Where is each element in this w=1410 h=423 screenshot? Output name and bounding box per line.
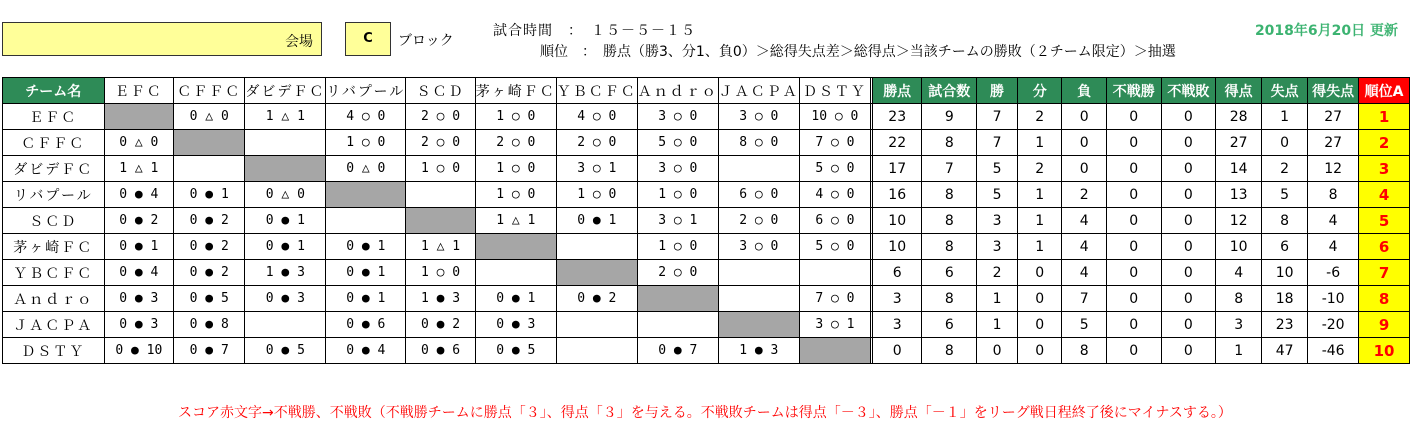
stat-cell: 7 bbox=[977, 130, 1018, 156]
score-cell bbox=[475, 260, 556, 286]
score-cell: 1 ○ 0 bbox=[406, 260, 476, 286]
opponent-column-header: 茅ヶ崎ＦＣ bbox=[475, 78, 556, 104]
stat-cell: 2 bbox=[1262, 156, 1308, 182]
table-row bbox=[3, 338, 1410, 364]
score-cell: 0 △ 0 bbox=[245, 182, 326, 208]
team-name-cell: 茅ヶ崎ＦＣ bbox=[3, 234, 105, 260]
opponent-column-header: Ａｎｄｒｏ bbox=[637, 78, 718, 104]
score-cell bbox=[718, 286, 799, 312]
stat-cell: 12 bbox=[1216, 208, 1262, 234]
stat-cell: 18 bbox=[1262, 286, 1308, 312]
score-cell: 2 ○ 0 bbox=[637, 260, 718, 286]
team-name-cell: ＥＦＣ bbox=[3, 104, 105, 130]
table-row bbox=[3, 182, 1410, 208]
score-cell: 1 ○ 0 bbox=[326, 130, 406, 156]
team-name-cell: ＤＳＴＹ bbox=[3, 338, 105, 364]
rank-cell: 10 bbox=[1359, 338, 1410, 364]
stat-cell: 0 bbox=[1106, 260, 1161, 286]
score-cell: 5 ○ 0 bbox=[799, 234, 870, 260]
stat-cell: 2 bbox=[977, 260, 1018, 286]
score-cell: 0 ● 1 bbox=[174, 182, 245, 208]
table-row bbox=[3, 104, 1410, 130]
self-match-cell bbox=[174, 130, 245, 156]
score-cell bbox=[245, 312, 326, 338]
stat-cell: 8 bbox=[922, 208, 977, 234]
stat-cell: 1 bbox=[1262, 104, 1308, 130]
score-cell: 0 ● 2 bbox=[556, 286, 637, 312]
score-cell: 1 △ 1 bbox=[104, 156, 174, 182]
stat-cell: 0 bbox=[1017, 260, 1061, 286]
score-cell: 0 ● 2 bbox=[174, 234, 245, 260]
score-cell: 0 △ 0 bbox=[174, 104, 245, 130]
self-match-cell bbox=[556, 260, 637, 286]
rank-cell: 1 bbox=[1359, 104, 1410, 130]
team-name-cell: ＪＡＣＰＡ bbox=[3, 312, 105, 338]
stat-column-header: 不戦勝 bbox=[1106, 78, 1161, 104]
team-column-header: チーム名 bbox=[3, 78, 105, 104]
score-cell: 0 ● 10 bbox=[104, 338, 174, 364]
stat-cell: 0 bbox=[1017, 286, 1061, 312]
stat-cell: 0 bbox=[872, 338, 922, 364]
score-cell: 0 ● 8 bbox=[174, 312, 245, 338]
self-match-cell bbox=[104, 104, 174, 130]
stat-cell: 0 bbox=[1161, 130, 1216, 156]
stat-cell: 1 bbox=[1017, 234, 1061, 260]
score-cell: 0 ● 5 bbox=[475, 338, 556, 364]
stat-cell: 0 bbox=[1017, 312, 1061, 338]
team-name-cell: ＣＦＦＣ bbox=[3, 130, 105, 156]
stat-cell: 0 bbox=[1161, 208, 1216, 234]
block-field[interactable]: C bbox=[345, 22, 391, 56]
rank-cell: 3 bbox=[1359, 156, 1410, 182]
header-row bbox=[3, 78, 1410, 104]
rank-cell: 8 bbox=[1359, 286, 1410, 312]
stat-cell: 1 bbox=[1216, 338, 1262, 364]
score-cell: 1 ○ 0 bbox=[475, 104, 556, 130]
score-cell: 0 ● 3 bbox=[245, 286, 326, 312]
stat-cell: 7 bbox=[977, 104, 1018, 130]
score-cell bbox=[718, 260, 799, 286]
score-cell bbox=[174, 156, 245, 182]
score-cell: 4 ○ 0 bbox=[799, 182, 870, 208]
stat-cell: 0 bbox=[1161, 182, 1216, 208]
score-cell: 0 ● 1 bbox=[104, 234, 174, 260]
score-cell: 0 ● 2 bbox=[174, 260, 245, 286]
table-row bbox=[3, 312, 1410, 338]
stat-cell: 0 bbox=[1106, 312, 1161, 338]
score-cell: 0 ● 4 bbox=[326, 338, 406, 364]
stat-cell: 3 bbox=[1216, 312, 1262, 338]
score-cell bbox=[637, 312, 718, 338]
score-cell: 6 ○ 0 bbox=[718, 182, 799, 208]
stat-cell: 17 bbox=[872, 156, 922, 182]
stat-cell: 6 bbox=[922, 260, 977, 286]
score-cell: 3 ○ 1 bbox=[637, 208, 718, 234]
score-cell: 3 ○ 1 bbox=[799, 312, 870, 338]
stat-cell: 10 bbox=[872, 208, 922, 234]
score-cell: 1 △ 1 bbox=[406, 234, 476, 260]
stat-cell: 7 bbox=[922, 156, 977, 182]
stat-cell: 3 bbox=[872, 286, 922, 312]
stat-cell: 0 bbox=[1106, 104, 1161, 130]
stat-cell: 10 bbox=[872, 234, 922, 260]
stat-cell: 10 bbox=[1262, 260, 1308, 286]
self-match-cell bbox=[637, 286, 718, 312]
stat-cell: 1 bbox=[977, 312, 1018, 338]
stat-cell: 47 bbox=[1262, 338, 1308, 364]
venue-field[interactable] bbox=[2, 22, 322, 56]
score-cell bbox=[556, 338, 637, 364]
self-match-cell bbox=[326, 182, 406, 208]
opponent-column-header: ＳＣＤ bbox=[406, 78, 476, 104]
stat-column-header: 負 bbox=[1062, 78, 1106, 104]
stat-cell: 8 bbox=[922, 130, 977, 156]
score-cell: 0 ● 1 bbox=[326, 234, 406, 260]
stat-cell: 5 bbox=[1262, 182, 1308, 208]
table-row bbox=[3, 260, 1410, 286]
score-cell: 4 ○ 0 bbox=[326, 104, 406, 130]
stat-cell: 27 bbox=[1308, 104, 1359, 130]
stat-cell: 0 bbox=[1161, 156, 1216, 182]
stat-cell: 0 bbox=[1062, 156, 1106, 182]
stat-cell: 0 bbox=[1161, 234, 1216, 260]
stat-cell: 0 bbox=[1161, 260, 1216, 286]
stat-cell: 0 bbox=[1161, 286, 1216, 312]
stat-cell: -6 bbox=[1308, 260, 1359, 286]
score-cell: 0 ● 3 bbox=[104, 312, 174, 338]
score-cell: 0 ● 1 bbox=[245, 234, 326, 260]
rank-cell: 6 bbox=[1359, 234, 1410, 260]
opponent-column-header: ＥＦＣ bbox=[104, 78, 174, 104]
score-cell: 8 ○ 0 bbox=[718, 130, 799, 156]
stat-cell: 0 bbox=[1106, 130, 1161, 156]
score-cell: 1 ○ 0 bbox=[637, 182, 718, 208]
stat-cell: 9 bbox=[922, 104, 977, 130]
score-cell: 1 ○ 0 bbox=[406, 156, 476, 182]
stat-cell: -20 bbox=[1308, 312, 1359, 338]
stat-cell: 16 bbox=[872, 182, 922, 208]
stat-cell: 8 bbox=[922, 234, 977, 260]
stat-cell: 0 bbox=[1106, 156, 1161, 182]
stat-cell: 5 bbox=[977, 156, 1018, 182]
stat-cell: 4 bbox=[1308, 208, 1359, 234]
stat-cell: 28 bbox=[1216, 104, 1262, 130]
score-cell: 0 ● 3 bbox=[104, 286, 174, 312]
stat-cell: 6 bbox=[1262, 234, 1308, 260]
stat-cell: -46 bbox=[1308, 338, 1359, 364]
stat-cell: 8 bbox=[922, 286, 977, 312]
footnote: スコア赤文字→不戦勝、不戦敗（不戦勝チームに勝点「３」、得点「３」を与える。不戦敗チームは得点「－３」、勝点「－１」をリーグ戦日程終了後にマイナスする。） bbox=[178, 405, 1232, 421]
stat-cell: 8 bbox=[1216, 286, 1262, 312]
score-cell: 10 ○ 0 bbox=[799, 104, 870, 130]
team-name-cell: ＳＣＤ bbox=[3, 208, 105, 234]
score-cell: 0 ● 7 bbox=[174, 338, 245, 364]
rank-cell: 7 bbox=[1359, 260, 1410, 286]
score-cell: 1 ● 3 bbox=[245, 260, 326, 286]
score-cell bbox=[556, 234, 637, 260]
score-cell: 2 ○ 0 bbox=[406, 104, 476, 130]
rank-cell: 4 bbox=[1359, 182, 1410, 208]
score-cell: 5 ○ 0 bbox=[637, 130, 718, 156]
score-cell: 1 ● 3 bbox=[718, 338, 799, 364]
score-cell: 3 ○ 0 bbox=[718, 234, 799, 260]
opponent-column-header: ダビデＦＣ bbox=[245, 78, 326, 104]
score-cell: 0 ● 6 bbox=[326, 312, 406, 338]
stat-cell: 23 bbox=[872, 104, 922, 130]
opponent-column-header: ＣＦＦＣ bbox=[174, 78, 245, 104]
score-cell: 1 ○ 0 bbox=[637, 234, 718, 260]
score-cell: 1 ● 3 bbox=[406, 286, 476, 312]
stat-cell: 5 bbox=[1062, 312, 1106, 338]
self-match-cell bbox=[406, 208, 476, 234]
score-cell: 3 ○ 0 bbox=[718, 104, 799, 130]
stat-cell: 0 bbox=[1161, 104, 1216, 130]
stat-cell: 4 bbox=[1216, 260, 1262, 286]
score-cell: 0 ● 1 bbox=[326, 260, 406, 286]
stat-column-header: 試合数 bbox=[922, 78, 977, 104]
self-match-cell bbox=[718, 312, 799, 338]
table-row bbox=[3, 156, 1410, 182]
score-cell: 1 ○ 0 bbox=[556, 182, 637, 208]
block-label: ブロック bbox=[398, 33, 454, 49]
score-cell: 2 ○ 0 bbox=[718, 208, 799, 234]
stat-cell: 10 bbox=[1216, 234, 1262, 260]
score-cell: 3 ○ 0 bbox=[637, 104, 718, 130]
stat-cell: 23 bbox=[1262, 312, 1308, 338]
self-match-cell bbox=[799, 338, 870, 364]
stat-column-header: 不戦敗 bbox=[1161, 78, 1216, 104]
stat-cell: 2 bbox=[1062, 182, 1106, 208]
stat-cell: 2 bbox=[1017, 156, 1061, 182]
score-cell: 5 ○ 0 bbox=[799, 156, 870, 182]
team-name-cell: Ａｎｄｒｏ bbox=[3, 286, 105, 312]
score-cell: 0 ● 7 bbox=[637, 338, 718, 364]
self-match-cell bbox=[475, 234, 556, 260]
score-cell: 0 ● 1 bbox=[245, 208, 326, 234]
stat-cell: 1 bbox=[1017, 130, 1061, 156]
stat-cell: 0 bbox=[977, 338, 1018, 364]
stat-cell: 8 bbox=[922, 338, 977, 364]
score-cell: 0 △ 0 bbox=[326, 156, 406, 182]
stat-cell: 14 bbox=[1216, 156, 1262, 182]
stat-cell: 0 bbox=[1106, 338, 1161, 364]
stat-cell: 1 bbox=[977, 286, 1018, 312]
stat-cell: 3 bbox=[872, 312, 922, 338]
stat-cell: 2 bbox=[1017, 104, 1061, 130]
opponent-column-header: ＪＡＣＰＡ bbox=[718, 78, 799, 104]
stat-column-header: 順位A bbox=[1359, 78, 1410, 104]
stat-cell: 3 bbox=[977, 208, 1018, 234]
stat-cell: 0 bbox=[1161, 312, 1216, 338]
team-name-cell: ＹＢＣＦＣ bbox=[3, 260, 105, 286]
score-cell: 0 ● 4 bbox=[104, 260, 174, 286]
stat-cell: 6 bbox=[872, 260, 922, 286]
score-cell bbox=[718, 156, 799, 182]
stat-cell: 0 bbox=[1106, 208, 1161, 234]
table-row bbox=[3, 208, 1410, 234]
stat-cell: 4 bbox=[1062, 208, 1106, 234]
opponent-column-header: リバプール bbox=[326, 78, 406, 104]
stat-cell: -10 bbox=[1308, 286, 1359, 312]
self-match-cell bbox=[245, 156, 326, 182]
standings-table bbox=[2, 77, 1410, 364]
score-cell bbox=[556, 312, 637, 338]
opponent-column-header: ＤＳＴＹ bbox=[799, 78, 870, 104]
score-cell: 4 ○ 0 bbox=[556, 104, 637, 130]
score-cell: 0 ● 1 bbox=[326, 286, 406, 312]
rank-cell: 9 bbox=[1359, 312, 1410, 338]
score-cell bbox=[406, 182, 476, 208]
stat-cell: 4 bbox=[1062, 260, 1106, 286]
score-cell: 0 ● 2 bbox=[174, 208, 245, 234]
score-cell: 0 ● 2 bbox=[406, 312, 476, 338]
stat-cell: 8 bbox=[922, 182, 977, 208]
score-cell: 1 △ 1 bbox=[245, 104, 326, 130]
stat-cell: 0 bbox=[1062, 130, 1106, 156]
stat-cell: 4 bbox=[1308, 234, 1359, 260]
score-cell: 0 ● 5 bbox=[174, 286, 245, 312]
score-cell: 0 △ 0 bbox=[104, 130, 174, 156]
stat-cell: 5 bbox=[977, 182, 1018, 208]
stat-cell: 4 bbox=[1062, 234, 1106, 260]
stat-cell: 22 bbox=[872, 130, 922, 156]
table-row bbox=[3, 234, 1410, 260]
score-cell: 1 ○ 0 bbox=[475, 182, 556, 208]
updated-date: 2018年6月20日 更新 bbox=[1254, 23, 1398, 39]
score-cell: 0 ● 1 bbox=[475, 286, 556, 312]
score-cell: 2 ○ 0 bbox=[406, 130, 476, 156]
table-row bbox=[3, 286, 1410, 312]
stat-cell: 13 bbox=[1216, 182, 1262, 208]
score-cell: 1 △ 1 bbox=[475, 208, 556, 234]
score-cell bbox=[799, 260, 870, 286]
score-cell: 0 ● 6 bbox=[406, 338, 476, 364]
score-cell: 3 ○ 0 bbox=[637, 156, 718, 182]
stat-cell: 12 bbox=[1308, 156, 1359, 182]
stat-cell: 7 bbox=[1062, 286, 1106, 312]
team-name-cell: ダビデＦＣ bbox=[3, 156, 105, 182]
stat-cell: 27 bbox=[1308, 130, 1359, 156]
stat-cell: 1 bbox=[1017, 208, 1061, 234]
stat-cell: 8 bbox=[1062, 338, 1106, 364]
stat-column-header: 分 bbox=[1017, 78, 1061, 104]
score-cell: 6 ○ 0 bbox=[799, 208, 870, 234]
score-cell: 0 ● 4 bbox=[104, 182, 174, 208]
stat-column-header: 失点 bbox=[1262, 78, 1308, 104]
stat-cell: 0 bbox=[1106, 234, 1161, 260]
score-cell: 3 ○ 1 bbox=[556, 156, 637, 182]
stat-cell: 0 bbox=[1161, 338, 1216, 364]
rank-cell: 5 bbox=[1359, 208, 1410, 234]
score-cell: 0 ● 5 bbox=[245, 338, 326, 364]
stat-column-header: 得失点 bbox=[1308, 78, 1359, 104]
stat-cell: 0 bbox=[1017, 338, 1061, 364]
score-cell: 2 ○ 0 bbox=[556, 130, 637, 156]
ranking-rule: 順位 ： 勝点（勝3、分1、負0）＞総得失点差＞総得点＞当該チームの勝敗（２チーム限定）＞抽選 bbox=[540, 44, 1176, 60]
score-cell: 2 ○ 0 bbox=[475, 130, 556, 156]
score-cell: 0 ● 2 bbox=[104, 208, 174, 234]
venue-label: 会場 bbox=[285, 34, 313, 50]
score-cell: 1 ○ 0 bbox=[475, 156, 556, 182]
stat-cell: 8 bbox=[1262, 208, 1308, 234]
stat-cell: 0 bbox=[1062, 104, 1106, 130]
stat-cell: 1 bbox=[1017, 182, 1061, 208]
score-cell bbox=[326, 208, 406, 234]
score-cell bbox=[245, 130, 326, 156]
score-cell: 0 ● 1 bbox=[556, 208, 637, 234]
stat-cell: 3 bbox=[977, 234, 1018, 260]
table-row bbox=[3, 130, 1410, 156]
stat-cell: 0 bbox=[1106, 286, 1161, 312]
rank-cell: 2 bbox=[1359, 130, 1410, 156]
stat-cell: 6 bbox=[922, 312, 977, 338]
stat-cell: 0 bbox=[1106, 182, 1161, 208]
score-cell: 7 ○ 0 bbox=[799, 286, 870, 312]
team-name-cell: リバプール bbox=[3, 182, 105, 208]
stat-column-header: 勝 bbox=[977, 78, 1018, 104]
score-cell: 0 ● 3 bbox=[475, 312, 556, 338]
stat-column-header: 勝点 bbox=[872, 78, 922, 104]
stat-cell: 27 bbox=[1216, 130, 1262, 156]
score-cell: 7 ○ 0 bbox=[799, 130, 870, 156]
stat-column-header: 得点 bbox=[1216, 78, 1262, 104]
match-time: 試合時間 ： １５－５－１５ bbox=[493, 23, 696, 39]
opponent-column-header: ＹＢＣＦＣ bbox=[556, 78, 637, 104]
stat-cell: 0 bbox=[1262, 130, 1308, 156]
stat-cell: 8 bbox=[1308, 182, 1359, 208]
